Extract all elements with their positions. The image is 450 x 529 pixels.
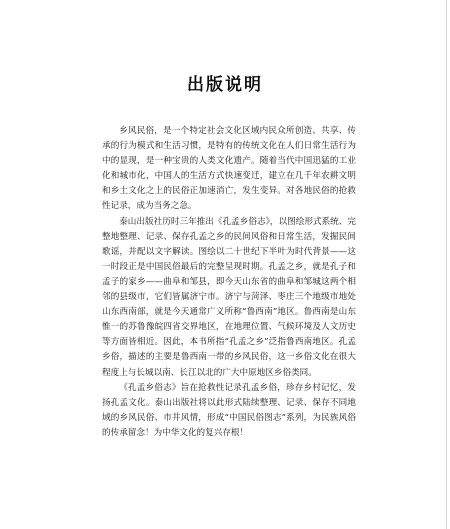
page-title: 出版说明	[187, 75, 263, 95]
paragraph-2: 泰山出版社历时三年推出《孔孟乡俗志》，以图绘形式系统、完整地整理、记录、保存孔孟之乡的民间风俗和日常生活，发掘民间歌谣，并配以文字解读。图绘以二十世纪下半叶为时代背景——这一时段正是中国民俗最后的完整呈现时期。孔孟之乡，就是孔子和孟子的家乡——曲阜和邹县，即今天山东省的曲阜和邹城这两个相邻的县级市，它们皆属济宁市。济宁与菏泽、枣庄三个地级市地处山东西南部，就是今天通常广义所称“鲁西南”地区。鲁西南是山东惟一的苏鲁豫皖四省交界地区，在地理位置、气候环境及人文历史等方面皆相近。因此，本书所指“孔孟之乡”泛指鲁西南地区。孔孟乡俗，描述的主要是鲁西南一带的乡风民俗，这一乡俗文化在很大程度上与长城以南、长江以北的广大中原地区乡俗类同。	[102, 216, 356, 378]
paragraph-3: 《孔孟乡俗志》旨在抢救性记录孔孟乡俗，珍存乡村记忆，发扬孔孟文化。泰山出版社将以此形式陆续整理、记录、保存不同地域的乡风民俗、市井风情，形成“中国民俗图志”系列，为民族风俗的传承留念！为中华文化的复兴存根！	[102, 382, 356, 438]
body-text	[102, 124, 356, 441]
paragraph-1: 乡风民俗，是一个特定社会文化区域内民众所创造、共享、传承的行为模式和生活习惯，是特有的传统文化在人们日常生活行为中的显现，是一种宝贵的人类文化遗产。随着当代中国迅猛的工业化和城市化，中国人的生活方式快速变迁，建立在几千年农耕文明和乡土文化之上的民俗正加速消亡，发生变异。对各地民俗的抢救性记录，成为当务之急。	[102, 126, 356, 212]
